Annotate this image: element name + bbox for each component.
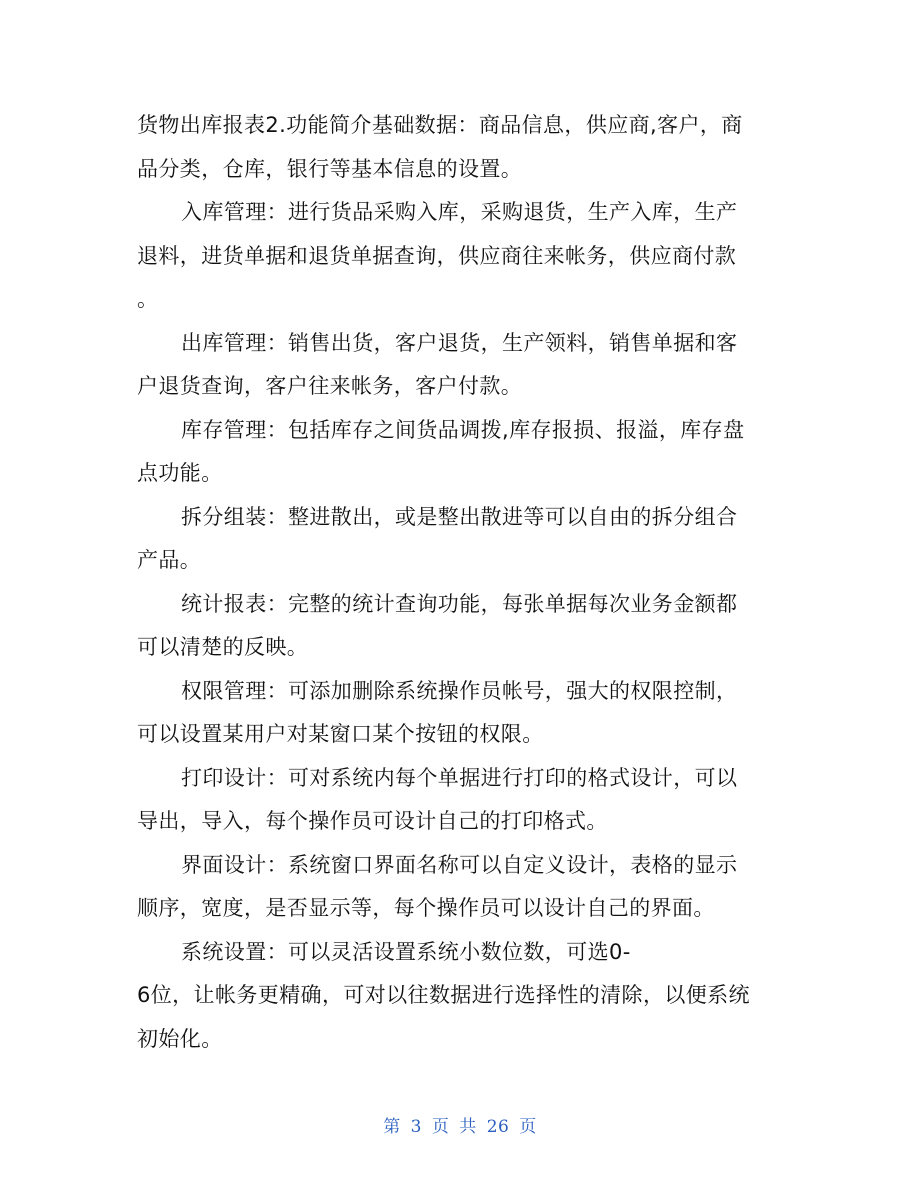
text-line: 。 — [137, 287, 159, 311]
text-line: 可以设置某用户对某窗口某个按钮的权限。 — [137, 722, 544, 746]
total-pages-number: 26 — [486, 1117, 510, 1137]
text-line: 户退货查询，客户往来帐务，客户付款。 — [137, 374, 523, 398]
paragraph-start-line: 界面设计：系统窗口界面名称可以自定义设计，表格的显示 — [181, 852, 738, 877]
text-line: 可以清楚的反映。 — [137, 635, 309, 659]
paragraph-start-line: 出库管理：销售出货，客户退货，生产领料，销售单据和客 — [181, 330, 738, 355]
current-page-number: 3 — [410, 1117, 422, 1137]
text-line: 退料，进货单据和退货单据查询，供应商往来帐务，供应商付款 — [137, 243, 737, 268]
paragraph-start-line: 权限管理：可添加删除系统操作员帐号，强大的权限控制， — [181, 678, 738, 703]
text-line: 货物出库报表2.功能简介基础数据：商品信息，供应商,客户，商 — [137, 113, 743, 137]
paragraph-start-line: 拆分组装：整进散出，或是整出散进等可以自由的拆分组合 — [181, 504, 738, 529]
page-footer — [0, 1112, 920, 1137]
paragraph-start-line: 系统设置：可以灵活设置系统小数位数，可选0- — [181, 939, 631, 964]
footer-page-unit: 页 — [431, 1117, 450, 1137]
text-line: 产品。 — [137, 548, 202, 572]
document-body — [137, 104, 785, 1061]
paragraph-start-line: 统计报表：完整的统计查询功能，每张单据每次业务金额都 — [181, 591, 738, 616]
text-line: 顺序，宽度，是否显示等，每个操作员可以设计自己的界面。 — [137, 896, 715, 920]
paragraph-start-line: 库存管理：包括库存之间货品调拨,库存报损、报溢，库存盘 — [181, 417, 745, 442]
text-line: 点功能。 — [137, 461, 223, 485]
text-line: 初始化。 — [137, 1026, 223, 1051]
footer-total-unit: 页 — [519, 1117, 537, 1137]
text-line: 导出，导入，每个操作员可设计自己的打印格式。 — [137, 809, 608, 833]
footer-total-label: 共 — [459, 1117, 477, 1137]
text-line: 6位，让帐务更精确，可对以往数据进行选择性的清除，以便系统 — [137, 983, 750, 1007]
text-line: 品分类，仓库，银行等基本信息的设置。 — [137, 156, 523, 181]
footer-page-label: 第 — [383, 1117, 401, 1137]
paragraph-start-line: 入库管理：进行货品采购入库，采购退货，生产入库，生产 — [181, 200, 738, 224]
paragraph-start-line: 打印设计：可对系统内每个单据进行打印的格式设计，可以 — [181, 765, 738, 790]
